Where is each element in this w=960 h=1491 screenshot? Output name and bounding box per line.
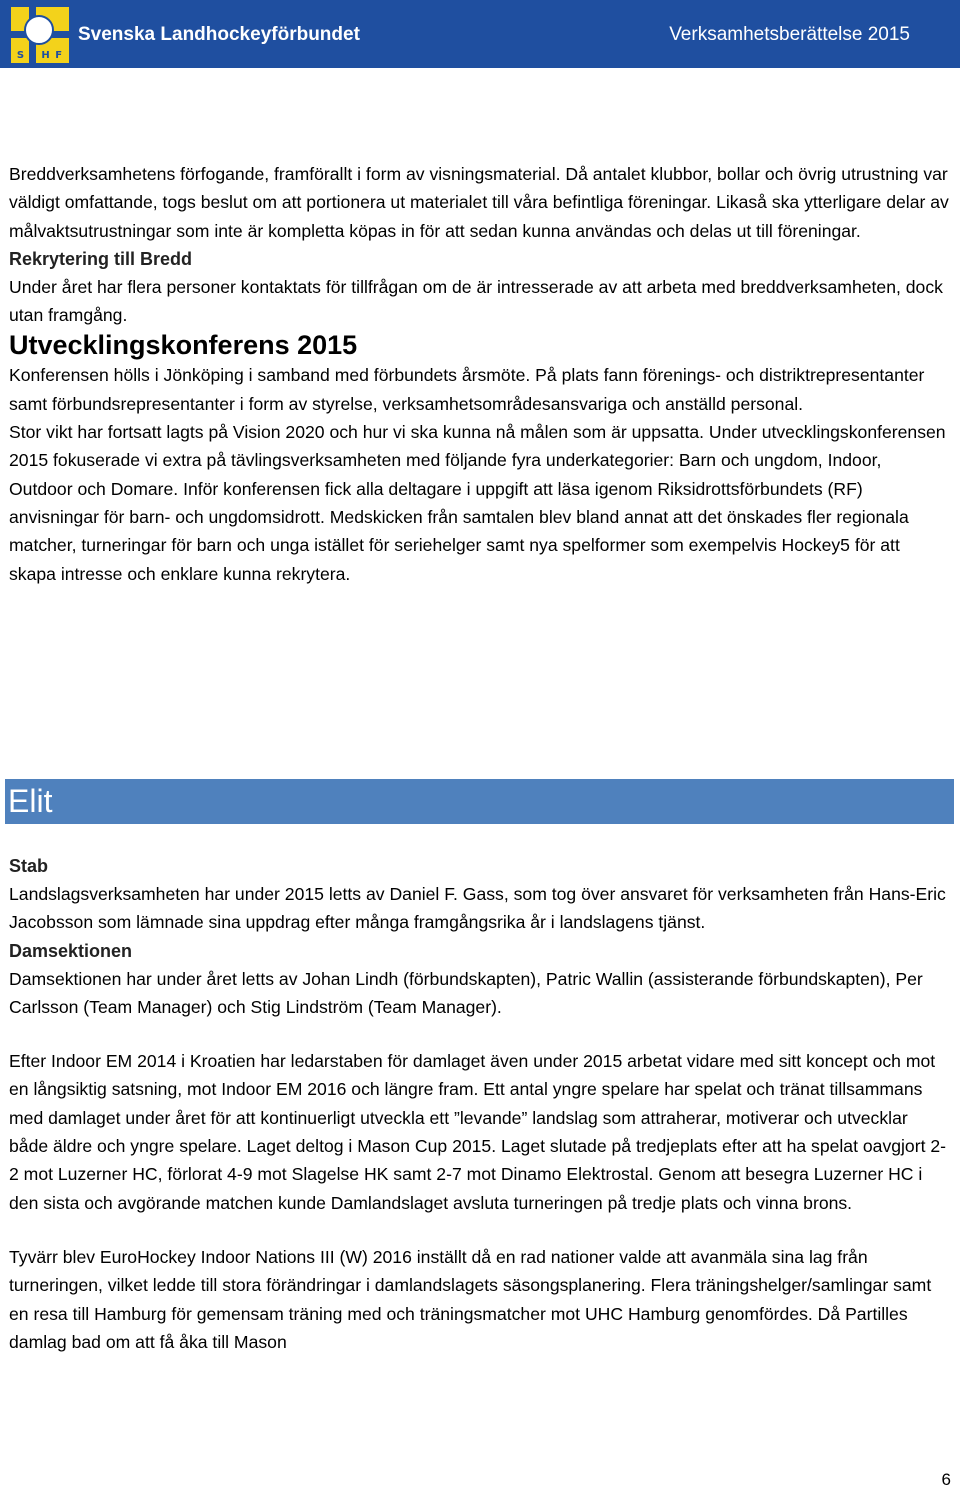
- rekrytering-text: Under året har flera personer kontaktats för tillfrågan om de är intresserade av att arbeta med breddverksamheten, dock utan framgång.: [9, 276, 943, 326]
- elit-section-bar: Elit: [5, 779, 954, 824]
- hockey-player-icon: [24, 15, 54, 45]
- slhf-logo: [10, 6, 70, 64]
- report-title: Verksamhetsberättelse 2015: [669, 24, 910, 45]
- damsektionen-heading: Damsektionen: [9, 940, 133, 961]
- dam-paragraph-3: Tyvärr blev EuroHockey Indoor Nations III (W) 2016 inställt då en rad nationer valde att avanmäla sina lag från turneringen, vilket ledde till stora förändringar i damlandslagets säsongsplanering. Flera träningshelger/samlingar samt en resa till Hamburg för gemensam träning med och träningsmatcher mot UHC Hamburg genomfördes. Då Partilles damlag bad om att få åka till Mason: [9, 1246, 932, 1352]
- org-name: Svenska Landhockeyförbundet: [78, 24, 360, 45]
- utvecklingskonferens-heading: Utvecklingskonferens 2015: [9, 330, 358, 361]
- main-content-top: [9, 160, 949, 588]
- dam-paragraph-1: Damsektionen har under året letts av Johan Lindh (förbundskapten), Patric Wallin (assisterande förbundskapten), Per Carlsson (Team Manager) och Stig Lindström (Team Manager).: [9, 968, 923, 1017]
- page-number: 6: [941, 1470, 951, 1489]
- page-header: [0, 0, 960, 68]
- logo-letters: S L H F: [16, 50, 64, 61]
- utv-paragraph-1: Konferensen hölls i Jönköping i samband med förbundets årsmöte. På plats fann förenings- och distriktrepresentanter samt förbundsrepresentanter i form av styrelse, verksamhetsområdesansvariga och anställd personal.: [9, 365, 925, 414]
- stab-text: Landslagsverksamheten har under 2015 letts av Daniel F. Gass, som tog över ansvaret för verksamheten från Hans-Eric Jacobsson som lämnade sina uppdrag efter många framgångsrika år i landslagens tjänst.: [9, 884, 946, 933]
- main-content-elit: [9, 852, 949, 1356]
- paragraph-material: Breddverksamhetens förfogande, framförallt i form av visningsmaterial. Då antalet klubbor, bollar och övrig utrustning var väldigt omfattande, togs beslut om att portionera ut materialet till våra befintliga föreningar. Likaså ska ytterligare delar av målvaktsutrustningar som inte är kompletta köpas in för att sedan kunna användas och delas ut till föreningar.: [9, 164, 949, 241]
- utv-paragraph-2: Stor vikt har fortsatt lagts på Vision 2020 och hur vi ska kunna nå målen som är uppsatta. Under utvecklingskonferensen 2015 fokuserade vi extra på tävlingsverksamheten med följande fyra underkategorier: Barn och ungdom, Indoor, Outdoor och Domare. Inför konferensen fick alla deltagare i uppgift att läsa igenom Riksidrottsförbundets (RF) anvisningar för barn- och ungdomsidrott. Medskicken från samtalen blev bland annat att det önskades fler regionala matcher, turneringar för barn och unga istället för seriehelger samt nya spelformer som exempelvis Hockey5 för att skapa intresse och enklare kunna rekrytera.: [9, 422, 946, 584]
- dam-paragraph-2: Efter Indoor EM 2014 i Kroatien har ledarstaben för damlaget även under 2015 arbetat vidare med sitt koncept och mot en långsiktig satsning, mot Indoor EM 2016 och längre fram. Ett antal yngre spelare har spelat och tränat tillsammans med damlaget under året för att kontinuerligt utveckla ett ”levande” landslag som attraherar, motiverar och utvecklar både äldre och yngre spelare. Laget deltog i Mason Cup 2015. Laget slutade på tredjeplats efter att ha spelat oavgjort 2-2 mot Luzerner HC, förlorat 4-9 mot Slagelse HK samt 2-7 mot Dinamo Elektrostal. Genom att besegra Luzerner HC i den sista och avgörande matchen kunde Damlandslaget avsluta turneringen på tredje plats och vinna brons.: [9, 1051, 946, 1213]
- stab-heading: Stab: [9, 856, 49, 876]
- rekrytering-heading: Rekrytering till Bredd: [9, 248, 193, 269]
